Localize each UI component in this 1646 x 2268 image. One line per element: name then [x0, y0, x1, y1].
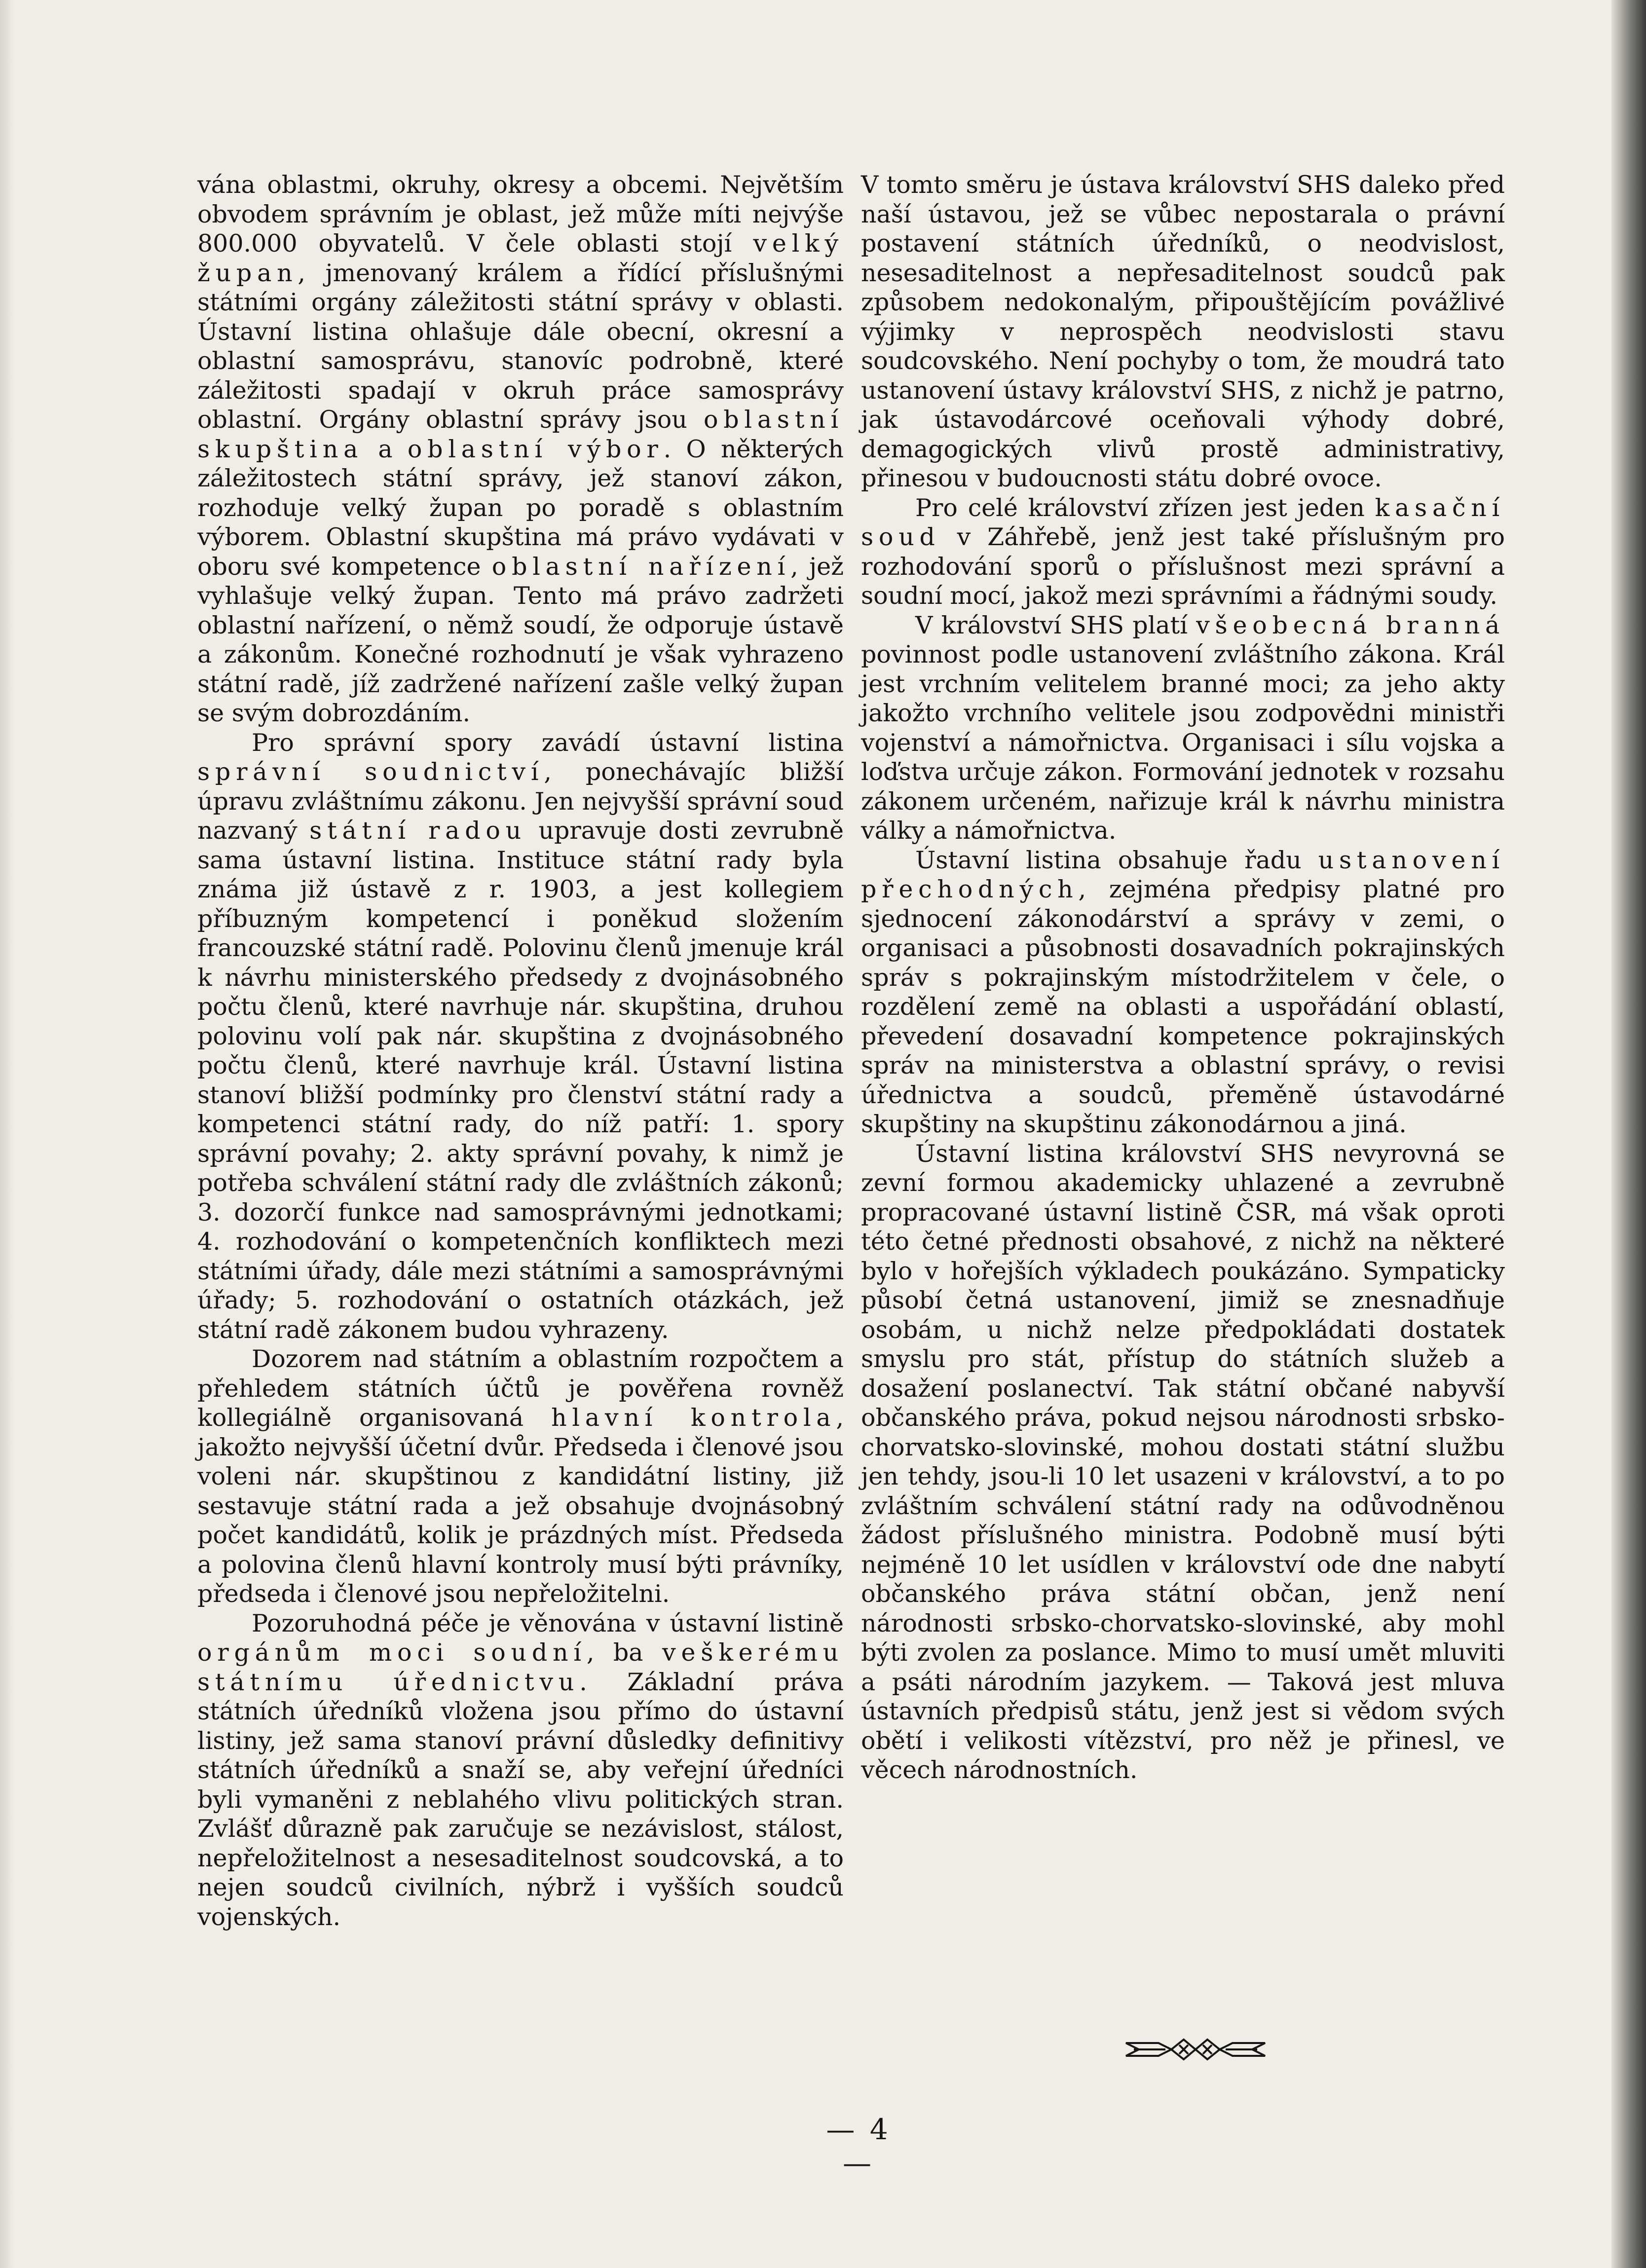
spaced-term: orgánům moci soudní [197, 1638, 587, 1667]
spaced-term: hlavní kontrola [551, 1404, 836, 1432]
left-column [197, 170, 844, 1932]
right-column [861, 170, 1505, 1785]
paragraph: vána oblastmi, okruhy, okresy a obcemi. Největším obvodem správním je oblast, jež může míti nejvýše 800.000 obyvatelů. V čele oblasti stojí velký župan, jmenovaný králem a řídící příslušnými státními orgány záležitosti státní správy v oblasti. Ústavní listina ohlašuje dále obecní, okresní a oblastní samosprávu, stanovíc podrobně, které záležitosti spadají v okruh práce samosprávy oblastní. Orgány oblastní správy jsou oblastní skupština a oblastní výbor. O některých záležitostech státní správy, jež stanoví zákon, rozhoduje velký župan po poradě s oblastním výborem. Oblastní skupština má právo vydávati v oboru své kompetence oblastní nařízení, jež vyhlašuje velký župan. Tento má právo zadržeti oblastní nařízení, o němž soudí, že odporuje ústavě a zákonům. Konečné rozhodnutí je však vyhrazeno státní radě, jíž zadržené nařízení zašle velký župan se svým dobrozdáním. [197, 171, 844, 727]
spaced-term: státní radou [309, 817, 526, 845]
paragraph: Pozoruhodná péče je věnována v ústavní listině orgánům moci soudní, ba veškerému státnímu úřednictvu. Základní práva státních úředníků vložena jsou přímo do ústavní listiny, jež sama stanoví právní důsledky definitivy státních úředníků a snaží se, aby veřejní úředníci byli vymaněni z neblahého vlivu politických stran. Zvlášť důrazně pak zaručuje se nezávislost, stálost, nepřeložitelnost a nesesaditelnost soudcovská, a to nejen soudců civilních, nýbrž i vyšších soudců vojenských. [197, 1609, 844, 1931]
paragraph: Ústavní listina obsahuje řadu ustanovení přechodných, zejména předpisy platné pro sjednocení zákonodárství a správy v zemi, o organisaci a působnosti dosavadních pokrajinských správ s pokrajinským místodržitelem v čele, o rozdělení země na oblasti a uspořádání oblastí, převedení dosavadní kompetence pokrajinských správ na ministerstva a oblastní správy, o revisi úřednictva a soudců, přeměně ústavodárné skupštiny na skupštinu zákonodárnou a jiná. [861, 846, 1505, 1138]
page-gutter-shadow [0, 0, 15, 2268]
spaced-term: veškerému státnímu úřednictvu [197, 1638, 844, 1696]
spaced-term: velký župan [197, 229, 844, 287]
paragraph: V království SHS platí všeobecná branná povinnost podle ustanovení zvláštního zákona. Král jest vrchním velitelem branné moci; za jeho akty jakožto vrchního velitele jsou zodpovědni ministři vojenství a námořnictva. Organisaci i sílu vojska a loďstva určuje zákon. Formování jednotek v rozsahu zákonem určeném, nařizuje král k návrhu ministra války a námořnictva. [861, 611, 1505, 845]
paragraph: Pro celé království zřízen jest jeden kasační soud v Záhřebě, jenž jest také příslušným pro rozhodování sporů o příslušnost mezi správní a soudní mocí, jakož mezi správními a řádnými soudy. [861, 493, 1505, 610]
spaced-term: oblastní výbor [407, 435, 664, 463]
spaced-term: kasační soud [861, 493, 1505, 551]
paragraph: Ústavní listina království SHS nevyrovná se zevní formou akademicky uhlazené a zevrubně propracované ústavní listině ČSR, má však oproti této četné přednosti obsahové, z nichž na některé bylo v hořejších výkladech poukázáno. Sympaticky působí četná ustanovení, jimiž se znesnadňuje osobám, u nichž nelze předpokládati dostatek smyslu pro stát, přístup do státních služeb a dosažení poslanectví. Tak státní občané nabyvší občanského práva, pokud nejsou národnosti srbsko-chorvatsko-slovinské, mohou dostati státní službu jen tehdy, jsou-li 10 let usazeni v království, a to po zvláštním schválení státní rady na odůvodněnou žádost příslušného ministra. Podobně musí býti nejméně 10 let usídlen v království ode dne nabytí občanského práva státní občan, jenž není národnosti srbsko-chorvatsko-slovinské, aby mohl býti zvolen za poslance. Mimo to musí umět mluviti a psáti národním jazykem. — Taková jest mluva ústavních předpisů státu, jenž jest si vědom svých obětí i velikosti vítězství, pro něž je přinesl, ve věcech národnostních. [861, 1139, 1505, 1784]
spaced-term: oblastní nařízení [491, 552, 791, 581]
spaced-term: správní soudnictví [197, 758, 544, 786]
page-number: — 4 — [826, 2113, 891, 2180]
spaced-term: všeobecná branná [1196, 611, 1505, 639]
spaced-term: oblastní skupština [197, 406, 844, 463]
paragraph: Dozorem nad státním a oblastním rozpočtem a přehledem státních účtů je pověřena rovněž kollegiálně organisovaná hlavní kontrola, jakožto nejvyšší účetní dvůr. Předseda i členové jsou voleni nár. skupštinou z kandidátní listiny, již sestavuje státní rada a jež obsahuje dvojnásobný počet kandidátů, kolik je prázdných míst. Předseda a polovina členů hlavní kontroly musí býti právníky, předseda i členové jsou nepřeložitelni. [197, 1345, 844, 1608]
paragraph: Pro správní spory zavádí ústavní listina správní soudnictví, ponechávajíc bližší úpravu zvláštnímu zákonu. Jen nejvyšší správní soud nazvaný státní radou upravuje dosti zevrubně sama ústavní listina. Instituce státní rady byla známa již ústavě z r. 1903, a jest kollegiem příbuzným kompetencí i poněkud složením francouzské státní radě. Polovinu členů jmenuje král k návrhu ministerského předsedy z dvojnásobného počtu členů, které navrhuje nár. skupština, druhou polovinu volí pak nár. skupština z dvojnásobného počtu členů, které navrhuje král. Ústavní listina stanoví bližší podmínky pro členství státní rady a kompetenci státní rady, do níž patří: 1. spory správní povahy; 2. akty správní povahy, k nimž je potřeba schválení státní rady dle zvláštních zákonů; 3. dozorčí funkce nad samosprávnými jednotkami; 4. rozhodování o kompetenčních konfliktech mezi státními úřady, dále mezi státními a samosprávnými úřady; 5. rozhodování o ostatních otázkách, jež státní radě zákonem budou vyhrazeny. [197, 728, 844, 1344]
end-ornament-icon [1124, 2036, 1267, 2063]
paragraph: V tomto směru je ústava království SHS daleko před naší ústavou, jež se vůbec nepostarala o právní postavení státních úředníků, o neodvislost, nesesaditelnost a nepřesaditelnost soudců pak způsobem nedokonalým, připouštějícím povážlivé výjimky v neprospěch neodvislosti stavu soudcovského. Není pochyby o tom, že moudrá tato ustanovení ústavy království SHS, z nichž je patrno, jak ústavodárcové oceňovali výhody dobré, demagogických vlivů prostě administrativy, přinesou v budoucnosti státu dobré ovoce. [861, 171, 1505, 492]
page-edge [1611, 0, 1646, 2268]
spaced-term: ustanovení přechodných [861, 846, 1505, 903]
